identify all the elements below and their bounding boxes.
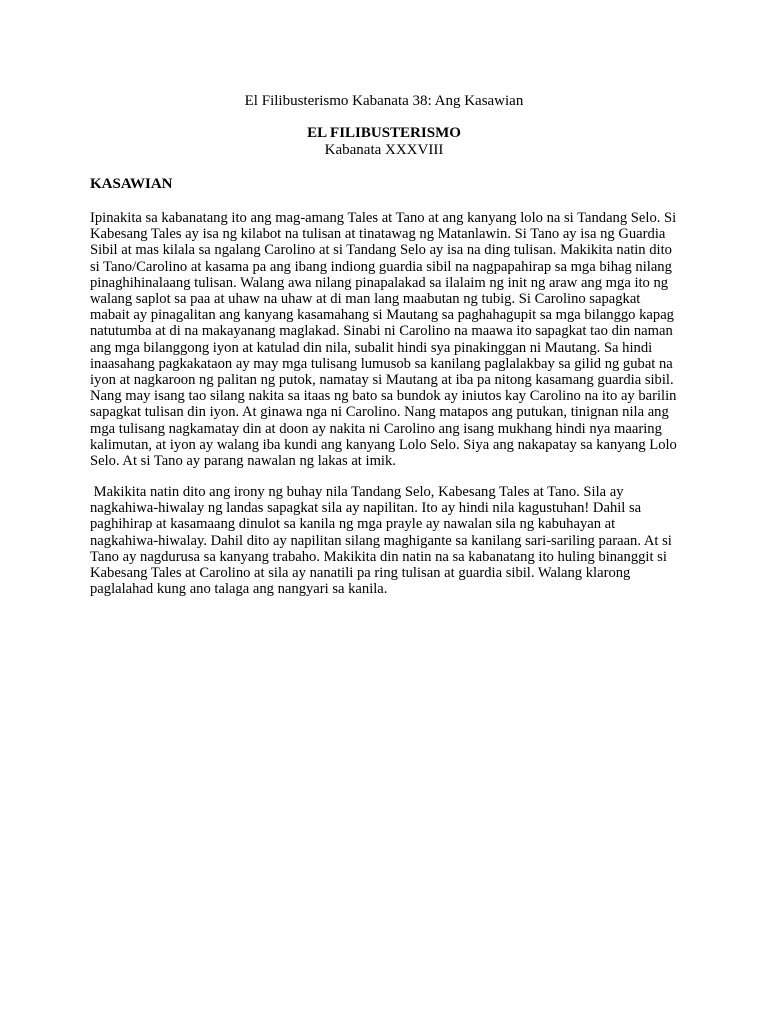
section-title: KASAWIAN [90, 176, 173, 192]
analysis-paragraph: Makikita natin dito ang irony ng buhay nila Tandang Selo, Kabesang Tales at Tano. Sila ay nagkahiwa-hiwalay ng landas sapagkat sila ay napilitan. Ito ay hindi nila kagustuhan! Dahil sa paghihirap at kasamaang dinulot sa kanila ng mga prayle ay nawalan sila ng kabuhayan at nagkahiwa-hiwalay. Dahil dito ay napilitan silang maghigante sa kanilang sari-sariling paraan. At si Tano ay nagdurusa sa kanyang trabaho. Makikita din natin na sa kabanatang ito huling binanggit si Kabesang Tales at Carolino at sila ay nanatili pa ring tulisan at guardia sibil. Walang klarong paglalahad kung ano talaga ang nangyari sa kanila. [90, 484, 676, 598]
summary-paragraph: Ipinakita sa kabanatang ito ang mag-amang Tales at Tano at ang kanyang lolo na si Tandang Selo. Si Kabesang Tales ay isa ng kilabot na tulisan at tinatawag ng Matanlawin. Si Tano ay isa ng Guardia Sibil at mas kilala sa ngalang Carolino at si Tandang Selo ay isa na ding tulisan. Makikita natin dito si Tano/Carolino at kasama pa ang ibang indiong guardia sibil na nagpapahirap sa mga bihag nilang pinaghihinalaang tulisan. Walang awa nilang pinapalakad sa ilalaim ng init ng araw ang mga ito ng walang saplot sa paa at uhaw na uhaw at di man lang maabutan ng tubig. Si Carolino sapagkat mabait ay pinagalitan ang kanyang kasamahang si Mautang sa paghahagupit sa mga bilanggo kapag natutumba at di na makayanang maglakad. Sinabi ni Carolino na maawa ito sapagkat tao din naman ang mga bilanggong iyon at katulad din nila, subalit hindi sya pinakinggan ni Mautang. Sa hindi inaasahang pagkakataon ay may mga tulisang lumusob sa kanilang paglalakbay sa gilid ng gubat na iyon at nagkaroon ng palitan ng putok, namatay si Mautang at iba pa nitong kasamang guardia sibil. Nang may isang tao silang nakita sa itaas ng bato sa bundok ay iniutos kay Carolino na ito ay barilin sapagkat tulisan din iyon. At ginawa nga ni Carolino. Nang matapos ang putukan, tinignan nila ang mga tulisang nagkamatay din at doon ay nakita ni Carolino ang isang mukhang hindi nya maaring kalimutan, at iyon ay walang iba kundi ang kanyang Lolo Selo. Siya ang nakapatay sa kanyang Lolo Selo. At si Tano ay parang nawalan ng lakas at imik. [90, 210, 677, 470]
book-heading: EL FILIBUSTERISMO [307, 125, 461, 141]
document-title: El Filibusterismo Kabanata 38: Ang Kasawian [244, 93, 524, 109]
chapter-label: Kabanata XXXVIII [324, 142, 444, 158]
heading-block [0, 125, 768, 159]
